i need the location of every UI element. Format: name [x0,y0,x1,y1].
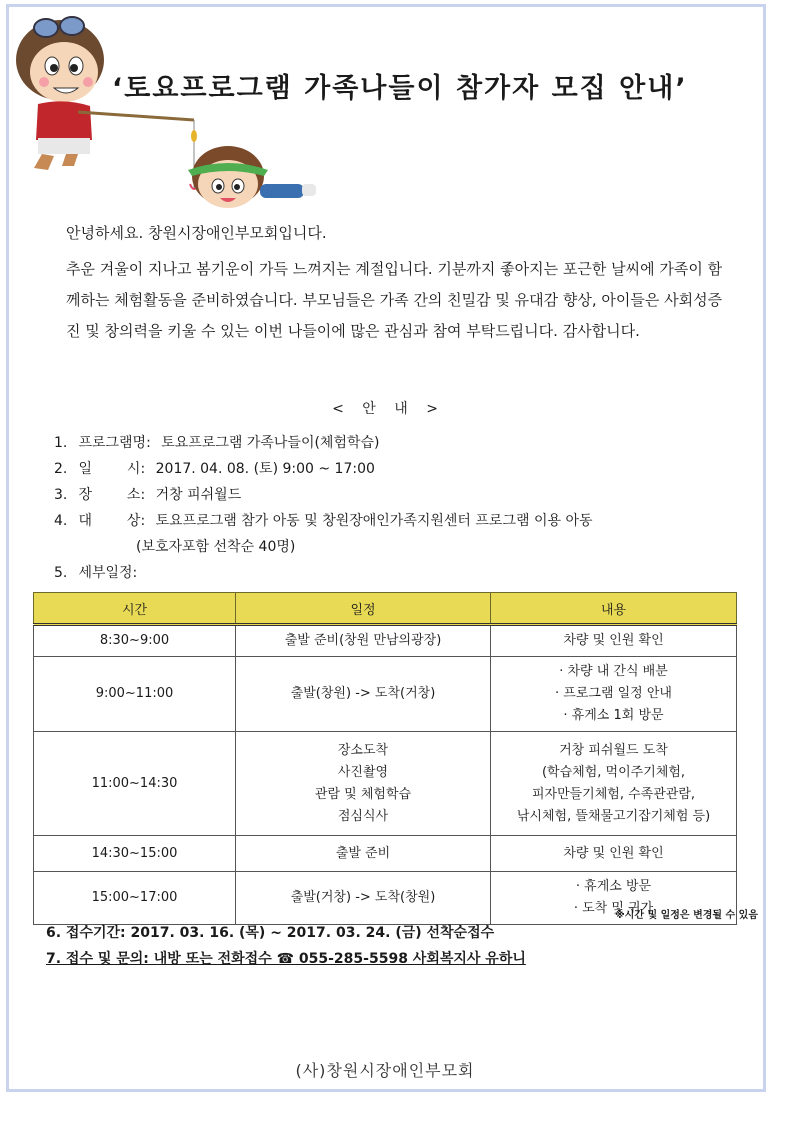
boy-with-visor-illustration-icon [178,140,328,224]
info-item-number: 2. [54,461,68,477]
notice-application-period: 6. 접수기간: 2017. 03. 16. (목) ~ 2017. 03. 24. (금) 선착순접수 [46,925,495,941]
table-cell-content [491,625,737,657]
info-item-value: 토요프로그램 참가 아동 및 창원장애인가족지원센터 프로그램 이용 아동 [155,513,593,529]
table-cell-line: 출발 준비 [335,845,391,861]
table-cell-line: 거창 피쉬월드 도착 [559,742,668,758]
table-cell-content [491,657,737,732]
info-item-program-name: 1. 프로그램명: 토요프로그램 가족나들이(체험학습) [54,430,744,456]
table-cell-line: 출발(창원) -> 도착(거창) [290,686,436,701]
info-item-number: 3. [54,487,68,503]
table-header-row [34,593,737,625]
table-cell-line: 출발(거창) -> 도착(창원) [290,890,436,905]
table-cell-line: 장소도착 [337,742,389,758]
table-cell-schedule [236,657,491,732]
table-row [34,732,737,836]
table-cell-line: 낚시체험, 뜰채물고기잡기체험 등) [516,808,711,824]
table-cell-line: · 도착 및 귀가 [573,901,654,916]
table-cell-schedule [236,836,491,872]
info-item-value: 2017. 04. 08. (토) 9:00 ~ 17:00 [155,461,375,477]
greeting-text: 안녕하세요. 창원시장애인부모회입니다. [66,224,327,242]
table-cell-line: 차량 및 인원 확인 [563,845,664,861]
info-item-label: 프로그램명 [78,435,147,451]
table-cell-line: (학습체험, 먹이주기체험, [541,764,686,780]
table-cell-line: 피자만들기체험, 수족관관람, [531,786,696,802]
info-item-number: 4. [54,513,68,529]
table-cell-line: · 차량 내 간식 배분 [559,664,668,679]
info-item-label: 세부일정: [78,565,138,581]
info-item-value: 토요프로그램 가족나들이(체험학습) [161,435,380,451]
table-body [34,625,737,925]
table-cell-line: · 프로그램 일정 안내 [555,686,672,701]
info-item-value: 거창 피쉬월드 [155,487,242,503]
table-header-time: 시간 [34,593,236,625]
table-header-schedule: 일정 [236,593,491,625]
section-heading: < 안 내 > [332,401,438,417]
table-cell-time: 9:00~11:00 [34,657,236,732]
info-list [54,430,744,586]
schedule-table [33,592,737,925]
intro-paragraph: 추운 겨울이 지나고 봄기운이 가득 느껴지는 계절입니다. 기분까지 좋아지는 포근한 날씨에 가족이 함께하는 체험활동을 준비하였습니다. 부모님들은 가족 간의 친밀감 및 유대감 향상, 아이들은 사회성증진 및 창의력을 키울 수 있는 이번 나들이에 많은 관심과 참여 부탁드립니다. 감사합니다. [66,260,723,340]
table-cell-line: 사진촬영 [337,764,389,780]
table-row [34,657,737,732]
table-cell-time: 15:00~17:00 [34,872,236,925]
table-cell-schedule [236,732,491,836]
table-cell-content [491,836,737,872]
info-item-detail-schedule [54,560,744,586]
table-cell-line: 관람 및 체험학습 [314,786,412,802]
schedule-note: ※시간 및 일정은 변경될 수 있음 [614,910,758,921]
table-cell-line: · 휴게소 방문 [575,879,652,894]
table-cell-line: · 휴게소 1회 방문 [563,708,664,723]
table-cell-line: 출발 준비(창원 만남의광장) [284,633,442,648]
table-row [34,836,737,872]
table-cell-time: 8:30~9:00 [34,625,236,657]
info-item-target-note: (보호자포함 선착순 40명) [136,539,296,555]
table-cell-time: 14:30~15:00 [34,836,236,872]
table-cell-line: 점심식사 [337,808,389,824]
info-item-label: 대 상 [78,513,141,529]
info-item-location: 3. 장 소: 거창 피쉬월드 [54,482,744,508]
table-cell-time: 11:00~14:30 [34,732,236,836]
footer-organization: (사)창원시장애인부모회 [295,1061,475,1080]
info-item-target: 4. 대 상: 토요프로그램 참가 아동 및 창원장애인가족지원센터 프로그램 이용 아동 [54,508,744,534]
table-cell-schedule [236,625,491,657]
table-cell-content [491,732,737,836]
table-cell-schedule [236,872,491,925]
info-item-label: 장 소 [78,487,141,503]
info-item-label: 일 시 [78,461,141,477]
info-item-number: 5. [54,565,68,581]
table-header-content: 내용 [491,593,737,625]
info-item-number: 1. [54,435,68,451]
notice-inquiry: 7. 접수 및 문의: 내방 또는 전화접수 ☎ 055-285-5598 사회복지사 유하니 [46,951,526,967]
table-row [34,625,737,657]
table-cell-line: 차량 및 인원 확인 [563,633,664,648]
page-title: ‘토요프로그램 가족나들이 참가자 모집 안내’ [112,73,688,104]
info-item-datetime: 2. 일 시: 2017. 04. 08. (토) 9:00 ~ 17:00 [54,456,744,482]
